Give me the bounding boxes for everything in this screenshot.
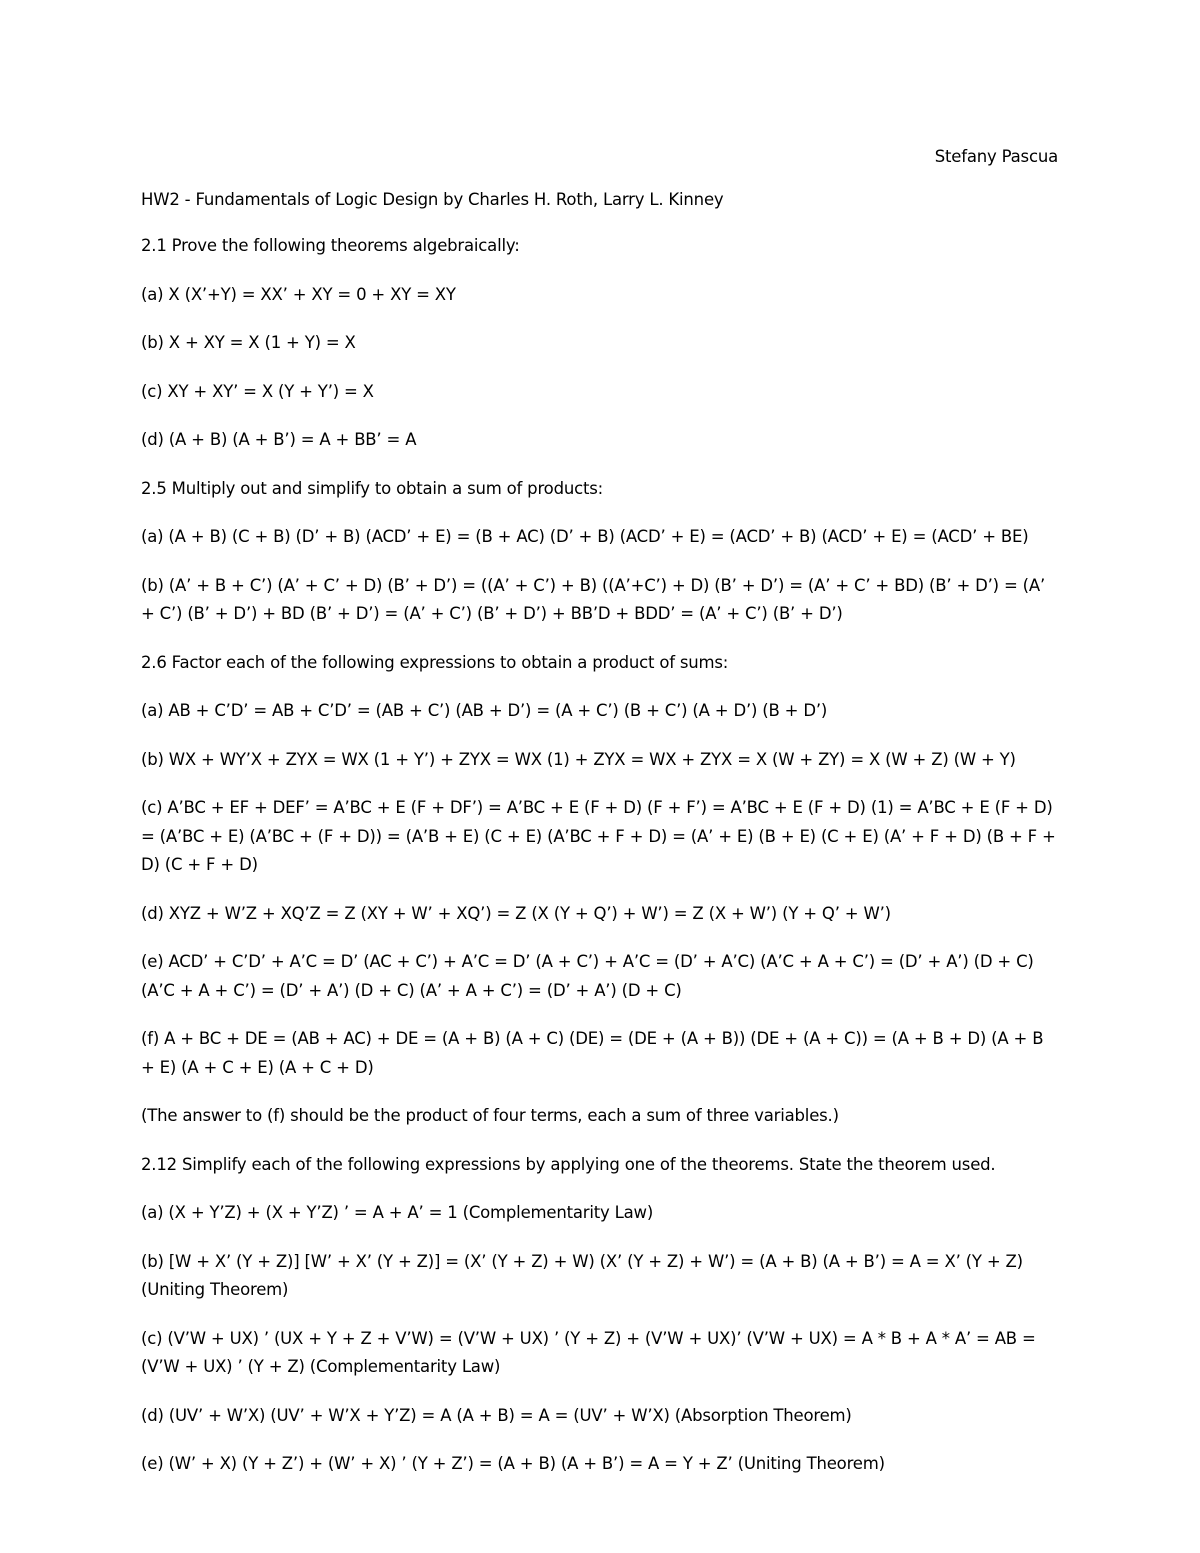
section-heading-2-5: 2.5 Multiply out and simplify to obtain a sum of products:	[141, 478, 604, 498]
section-heading-2-12: 2.12 Simplify each of the following expressions by applying one of the theorems. State the theorem used.	[141, 1154, 996, 1174]
problem-2-12-d: (d) (UV’ + W’X) (UV’ + W’X + Y’Z) = A (A + B) = A = (UV’ + W’X) (Absorption Theorem)	[141, 1405, 852, 1425]
problem-2-12-b: (b) [W + X’ (Y + Z)] [W’ + X’ (Y + Z)] = (X’ (Y + Z) + W) (X’ (Y + Z) + W’) = (A + B) (A + B’) = A = X’ (Y + Z) (Uniting Theorem)	[141, 1251, 1023, 1299]
problem-2-1-d: (d) (A + B) (A + B’) = A + BB’ = A	[141, 430, 417, 449]
problem-2-6-e: (e) ACD’ + C’D’ + A’C = D’ (AC + C’) + A’C = D’ (A + C’) + A’C = (D’ + A’C) (A’C + A + C’) = (D’ + A’) (D + C) (A’C + A + C’) = (D’ + A’) (D + C) (A’ + A + C’) = (D’ + A’) (D + C)	[141, 952, 1034, 1000]
document-title: HW2 - Fundamentals of Logic Design by Charles H. Roth, Larry L. Kinney	[141, 190, 724, 209]
problem-2-1-a: (a) X (X’+Y) = XX’ + XY = 0 + XY = XY	[141, 284, 456, 304]
problem-2-5-b: (b) (A’ + B + C’) (A’ + C’ + D) (B’ + D’) = ((A’ + C’) + B) ((A’+C’) + D) (B’ + D’) = (A’ + C’ + BD) (B’ + D’) = (A’ + C’) (B’ + D’) + BD (B’ + D’) = (A’ + C’) (B’ + D’) + BB’D + BDD’ = (A’ + C’) (B’ + D’)	[141, 575, 1045, 623]
problem-2-6-b: (b) WX + WY’X + ZYX = WX (1 + Y’) + ZYX = WX (1) + ZYX = WX + ZYX = X (W + ZY) = X (W + Z) (W + Y)	[141, 749, 1016, 769]
problem-2-6-d: (d) XYZ + W’Z + XQ’Z = Z (XY + W’ + XQ’) = Z (X (Y + Q’) + W’) = Z (X + W’) (Y + Q’ + W’)	[141, 903, 891, 923]
problem-2-6-f: (f) A + BC + DE = (AB + AC) + DE = (A + B) (A + C) (DE) = (DE + (A + B)) (DE + (A + C)) = (A + B + D) (A + B + E) (A + C + E) (A + C + D)	[141, 1029, 1044, 1077]
problem-2-12-e: (e) (W’ + X) (Y + Z’) + (W’ + X) ’ (Y + Z’) = (A + B) (A + B’) = A = Y + Z’ (Uniting Theorem)	[141, 1454, 885, 1473]
section-heading-2-6: 2.6 Factor each of the following expressions to obtain a product of sums:	[141, 652, 729, 672]
problem-2-12-c: (c) (V’W + UX) ’ (UX + Y + Z + V’W) = (V’W + UX) ’ (Y + Z) + (V’W + UX)’ (V’W + UX) = A * B + A * A’ = AB = (V’W + UX) ’ (Y + Z) (Complementarity Law)	[141, 1328, 1036, 1376]
document-body	[141, 188, 1061, 1499]
author-name: Stefany Pascua	[934, 147, 1058, 166]
problem-2-6-c: (c) A’BC + EF + DEF’ = A’BC + E (F + DF’) = A’BC + E (F + D) (F + F’) = A’BC + E (F + D) (1) = A’BC + E (F + D) = (A’BC + E) (A’BC + (F + D)) = (A’B + E) (C + E) (A’BC + F + D) = (A’ + E) (B + E) (C + E) (A’ + F + D) (B + F + D) (C + F + D)	[141, 798, 1056, 874]
problem-2-6-note: (The answer to (f) should be the product of four terms, each a sum of three variables.)	[141, 1106, 839, 1125]
problem-2-12-a: (a) (X + Y’Z) + (X + Y’Z) ’ = A + A’ = 1 (Complementarity Law)	[141, 1203, 654, 1222]
problem-2-6-a: (a) AB + C’D’ = AB + C’D’ = (AB + C’) (AB + D’) = (A + C’) (B + C’) (A + D’) (B + D’)	[141, 701, 828, 720]
problem-2-1-b: (b) X + XY = X (1 + Y) = X	[141, 333, 356, 352]
section-heading-2-1: 2.1 Prove the following theorems algebraically:	[141, 236, 520, 255]
problem-2-1-c: (c) XY + XY’ = X (Y + Y’) = X	[141, 381, 374, 401]
problem-2-5-a: (a) (A + B) (C + B) (D’ + B) (ACD’ + E) = (B + AC) (D’ + B) (ACD’ + E) = (ACD’ + B) (ACD’ + E) = (ACD’ + BE)	[141, 527, 1029, 546]
